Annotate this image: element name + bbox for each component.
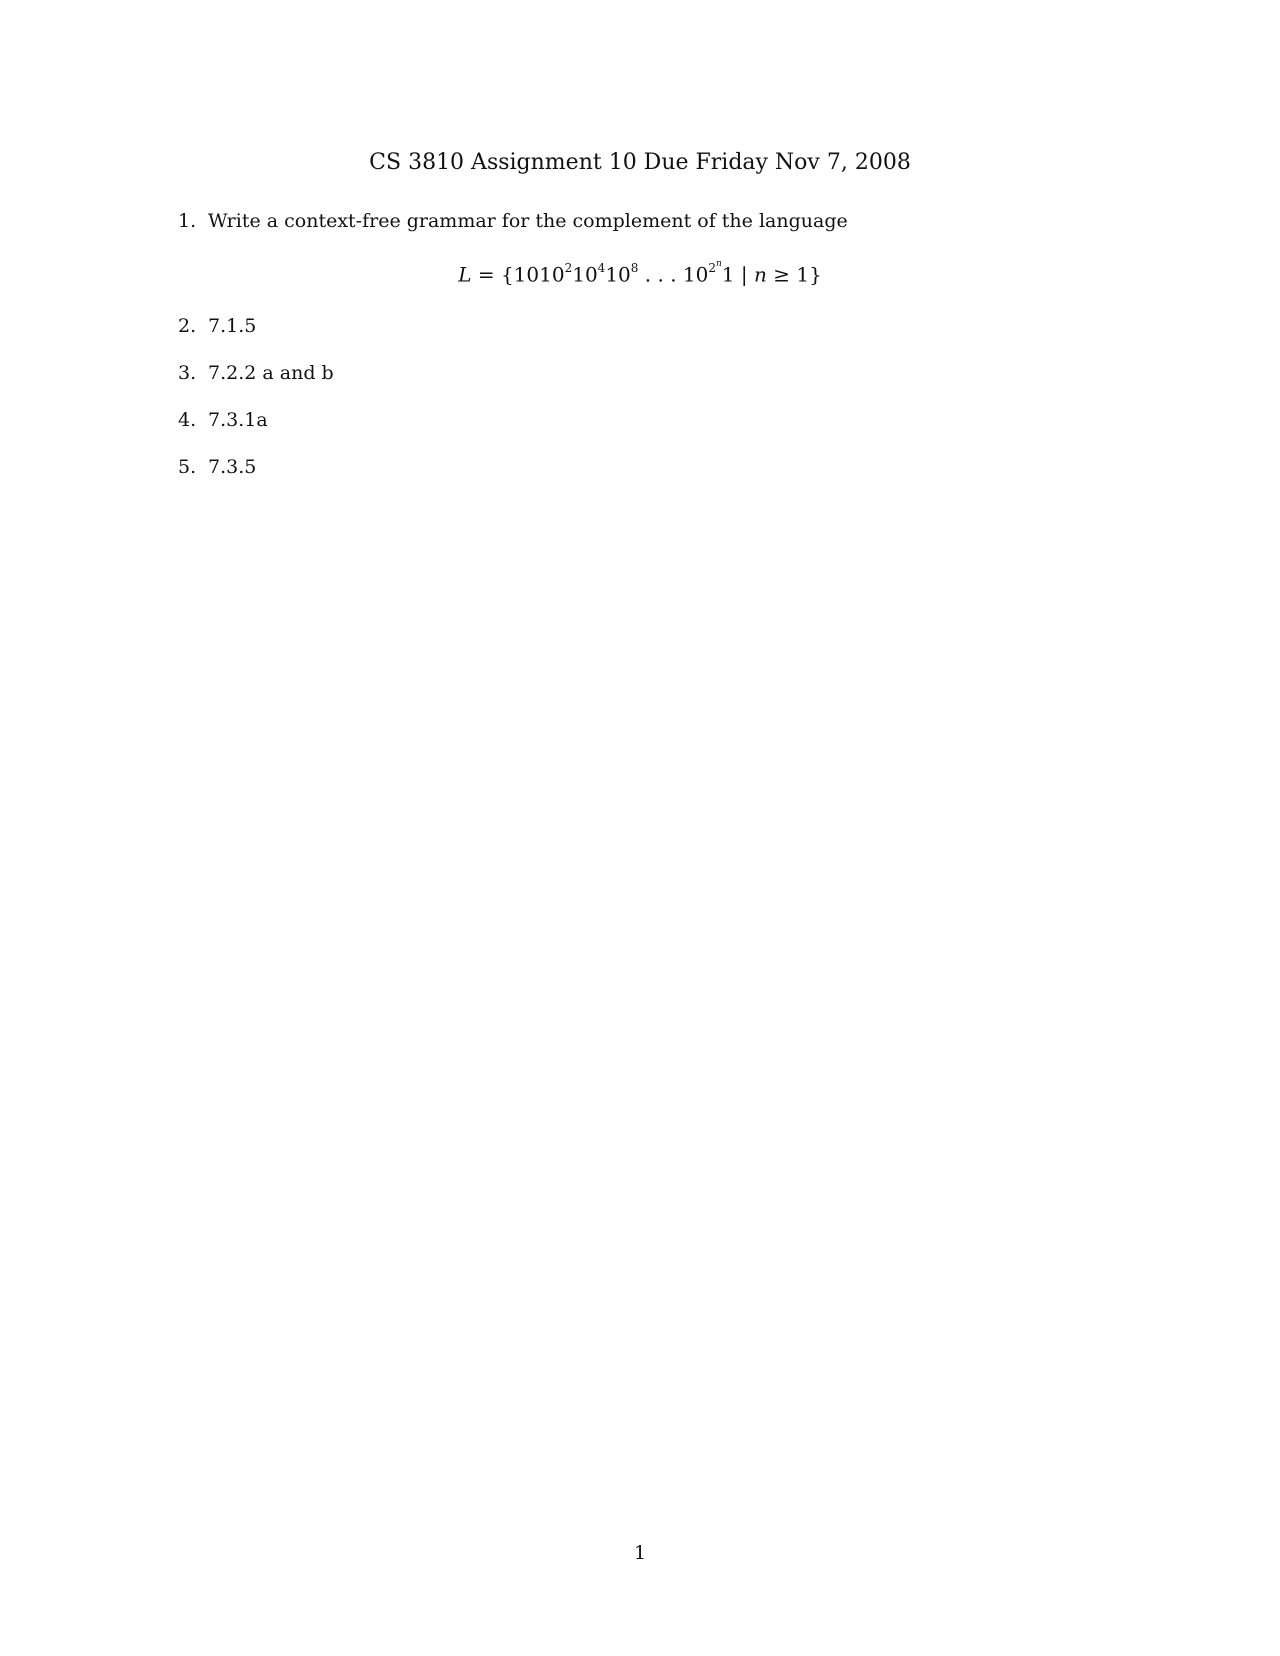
formula-exp4 [708,261,721,275]
list-item-2 [178,313,256,339]
formula-exp4-sup: n [716,259,722,269]
formula-cond: ≥ 1} [766,262,822,287]
list-item-number: 1. [178,210,197,232]
list-item-number: 4. [178,409,197,431]
list-item-number: 2. [178,315,197,337]
list-item-3 [178,360,334,386]
formula-exp1: 2 [564,261,573,275]
formula-eq: = {1010 [471,262,565,287]
formula-dots: . . . 10 [638,262,709,287]
page-number: 1 [633,1542,647,1564]
list-item-number: 3. [178,362,197,384]
formula-lhs: L [458,262,472,287]
list-item-text: 7.2.2 a and b [208,362,334,384]
list-item-1 [178,208,848,234]
list-item-text: 7.3.5 [208,456,257,478]
formula-tail: 1 | [721,262,754,287]
list-item-text: 7.3.1a [208,409,268,431]
list-item-4 [178,407,268,433]
formula-exp3: 8 [630,261,639,275]
formula-exp4-base: 2 [708,261,716,275]
language-formula [0,253,1280,289]
list-item-number: 5. [178,456,197,478]
formula-var-n: n [753,262,767,287]
list-item-text: 7.1.5 [208,315,257,337]
formula-mid2: 10 [605,262,631,287]
list-item-text: Write a context-free grammar for the complement of the language [208,210,848,232]
formula-exp2: 4 [597,261,606,275]
document-title: CS 3810 Assignment 10 Due Friday Nov 7, 2008 [369,150,911,175]
formula-mid1: 10 [572,262,598,287]
list-item-5 [178,454,256,480]
